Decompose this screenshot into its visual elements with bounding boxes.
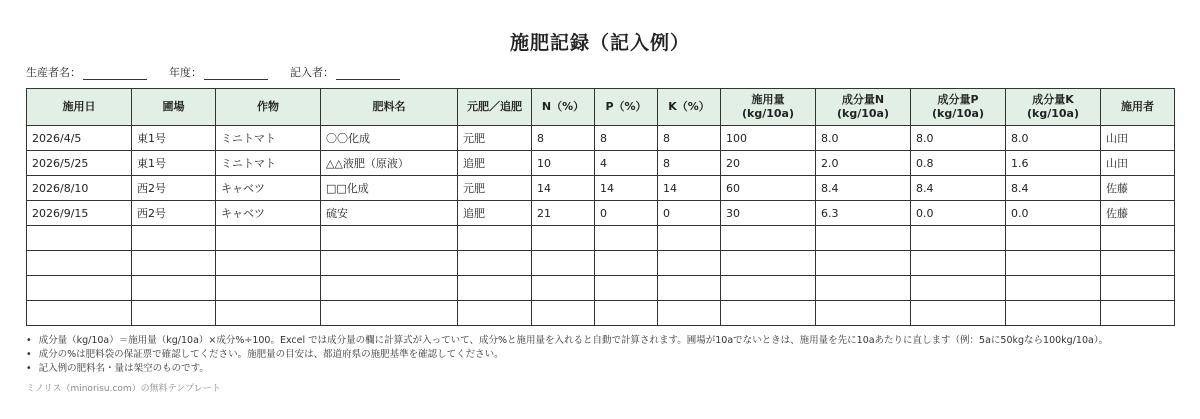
table-cell: ミニトマト <box>216 151 321 176</box>
empty-cell <box>458 276 532 301</box>
empty-cell <box>216 276 321 301</box>
table-cell: 20 <box>721 151 816 176</box>
column-header: K（%） <box>658 89 721 126</box>
column-header: 成分量K (kg/10a) <box>1006 89 1101 126</box>
notes <box>26 334 1108 376</box>
empty-cell <box>532 276 595 301</box>
empty-cell <box>27 276 132 301</box>
empty-row <box>27 301 1175 326</box>
column-header: 元肥／追肥 <box>458 89 532 126</box>
table-cell: 8.0 <box>911 126 1006 151</box>
column-header: 施用量 (kg/10a) <box>721 89 816 126</box>
empty-cell <box>658 301 721 326</box>
column-header: 作物 <box>216 89 321 126</box>
table-cell: 硫安 <box>321 201 458 226</box>
table-cell: 東1号 <box>132 151 216 176</box>
empty-cell <box>911 301 1006 326</box>
table-header-row <box>27 89 1175 126</box>
table-cell: 30 <box>721 201 816 226</box>
empty-cell <box>595 251 658 276</box>
table-cell: キャベツ <box>216 176 321 201</box>
table-cell: 0 <box>595 201 658 226</box>
empty-cell <box>321 251 458 276</box>
table-cell: 14 <box>532 176 595 201</box>
table-cell: 西2号 <box>132 176 216 201</box>
empty-cell <box>321 226 458 251</box>
empty-cell <box>1101 251 1175 276</box>
empty-cell <box>1006 226 1101 251</box>
table-cell: 元肥 <box>458 126 532 151</box>
empty-cell <box>721 301 816 326</box>
empty-cell <box>27 251 132 276</box>
empty-cell <box>532 226 595 251</box>
column-header: 成分量N (kg/10a) <box>816 89 911 126</box>
year-label: 年度： <box>169 66 202 79</box>
empty-cell <box>658 226 721 251</box>
template-credit: ミノリス（minorisu.com）の無料テンプレート <box>26 384 221 394</box>
table-cell: 10 <box>532 151 595 176</box>
empty-row <box>27 226 1175 251</box>
note-2: • 成分の%は肥料袋の保証票で確認してください。施肥量の目安は、都道府県の施肥基準を確認してください。 <box>26 348 1108 362</box>
table-cell: 4 <box>595 151 658 176</box>
table-row <box>27 176 1175 201</box>
table-cell: 1.6 <box>1006 151 1101 176</box>
table-cell: △△液肥（原液） <box>321 151 458 176</box>
empty-cell <box>816 226 911 251</box>
table-row <box>27 151 1175 176</box>
empty-cell <box>321 301 458 326</box>
table-cell: 21 <box>532 201 595 226</box>
note-1: • 成分量（kg/10a）＝施用量（kg/10a）×成分%÷100。Excel では成分量の欄に計算式が入っていて、成分%と施用量を入れると自動で計算されます。圃場が10aでないときは、施用量を先に10aあたりに直します（例：5aに50kgなら100kg/10a）。 <box>26 334 1108 348</box>
table-cell: 2026/9/15 <box>27 201 132 226</box>
table-cell: 佐藤 <box>1101 176 1175 201</box>
empty-row <box>27 251 1175 276</box>
table-cell: 8 <box>658 126 721 151</box>
table-cell: 〇〇化成 <box>321 126 458 151</box>
table-cell: 山田 <box>1101 126 1175 151</box>
column-header: 成分量P (kg/10a) <box>911 89 1006 126</box>
table-cell: 2026/8/10 <box>27 176 132 201</box>
table-row <box>27 126 1175 151</box>
table-cell: 0.0 <box>911 201 1006 226</box>
note-3: • 記入例の肥料名・量は架空のものです。 <box>26 362 1108 376</box>
table-cell: 60 <box>721 176 816 201</box>
empty-cell <box>27 226 132 251</box>
table-cell: 100 <box>721 126 816 151</box>
empty-cell <box>532 301 595 326</box>
empty-cell <box>132 251 216 276</box>
empty-cell <box>1101 226 1175 251</box>
table-cell: 元肥 <box>458 176 532 201</box>
empty-cell <box>1006 301 1101 326</box>
empty-cell <box>1006 251 1101 276</box>
empty-cell <box>721 251 816 276</box>
column-header: N（%） <box>532 89 595 126</box>
empty-cell <box>658 276 721 301</box>
empty-row <box>27 276 1175 301</box>
table-cell: 佐藤 <box>1101 201 1175 226</box>
empty-cell <box>911 226 1006 251</box>
year-field <box>169 64 268 80</box>
table-cell: 2026/4/5 <box>27 126 132 151</box>
year-blank <box>204 67 268 80</box>
empty-cell <box>595 226 658 251</box>
empty-cell <box>721 226 816 251</box>
table-cell: 8 <box>532 126 595 151</box>
empty-cell <box>458 301 532 326</box>
recorder-label: 記入者： <box>290 66 334 79</box>
table-cell: 8 <box>658 151 721 176</box>
table-cell: ミニトマト <box>216 126 321 151</box>
table-cell: 8.4 <box>1006 176 1101 201</box>
empty-cell <box>27 301 132 326</box>
table-cell: 東1号 <box>132 126 216 151</box>
table-cell: 8.0 <box>816 126 911 151</box>
empty-cell <box>816 276 911 301</box>
table-cell: □□化成 <box>321 176 458 201</box>
empty-cell <box>532 251 595 276</box>
empty-cell <box>1101 276 1175 301</box>
table-cell: 2.0 <box>816 151 911 176</box>
table-cell: 0.8 <box>911 151 1006 176</box>
column-header: 圃場 <box>132 89 216 126</box>
empty-cell <box>216 251 321 276</box>
empty-cell <box>911 251 1006 276</box>
table-cell: 8.4 <box>911 176 1006 201</box>
empty-cell <box>216 301 321 326</box>
table-cell: 8.0 <box>1006 126 1101 151</box>
table-cell: 山田 <box>1101 151 1175 176</box>
table-cell: 0.0 <box>1006 201 1101 226</box>
recorder-field <box>290 64 400 80</box>
table-cell: 14 <box>658 176 721 201</box>
empty-cell <box>911 276 1006 301</box>
record-meta <box>26 64 400 80</box>
table-cell: キャベツ <box>216 201 321 226</box>
empty-cell <box>132 276 216 301</box>
empty-cell <box>458 226 532 251</box>
empty-cell <box>721 276 816 301</box>
empty-cell <box>816 301 911 326</box>
table-cell: 追肥 <box>458 151 532 176</box>
empty-cell <box>595 276 658 301</box>
column-header: 肥料名 <box>321 89 458 126</box>
table-cell: 2026/5/25 <box>27 151 132 176</box>
table-cell: 追肥 <box>458 201 532 226</box>
empty-cell <box>816 251 911 276</box>
column-header: 施用日 <box>27 89 132 126</box>
empty-cell <box>1101 301 1175 326</box>
table-cell: 西2号 <box>132 201 216 226</box>
table-cell: 6.3 <box>816 201 911 226</box>
column-header: 施用者 <box>1101 89 1175 126</box>
page-title: 施肥記録（記入例） <box>509 32 690 54</box>
table-cell: 14 <box>595 176 658 201</box>
column-header: P（%） <box>595 89 658 126</box>
empty-cell <box>132 301 216 326</box>
empty-cell <box>321 276 458 301</box>
table-body <box>27 126 1175 326</box>
empty-cell <box>1006 276 1101 301</box>
table-row <box>27 201 1175 226</box>
producer-field <box>26 64 147 80</box>
empty-cell <box>458 251 532 276</box>
empty-cell <box>216 226 321 251</box>
table-cell: 0 <box>658 201 721 226</box>
empty-cell <box>132 226 216 251</box>
producer-blank <box>83 67 147 80</box>
fertilizer-log-table <box>26 88 1175 326</box>
table-cell: 8.4 <box>816 176 911 201</box>
table-cell: 8 <box>595 126 658 151</box>
empty-cell <box>595 301 658 326</box>
recorder-blank <box>336 67 400 80</box>
producer-label: 生産者名： <box>26 66 81 79</box>
empty-cell <box>658 251 721 276</box>
